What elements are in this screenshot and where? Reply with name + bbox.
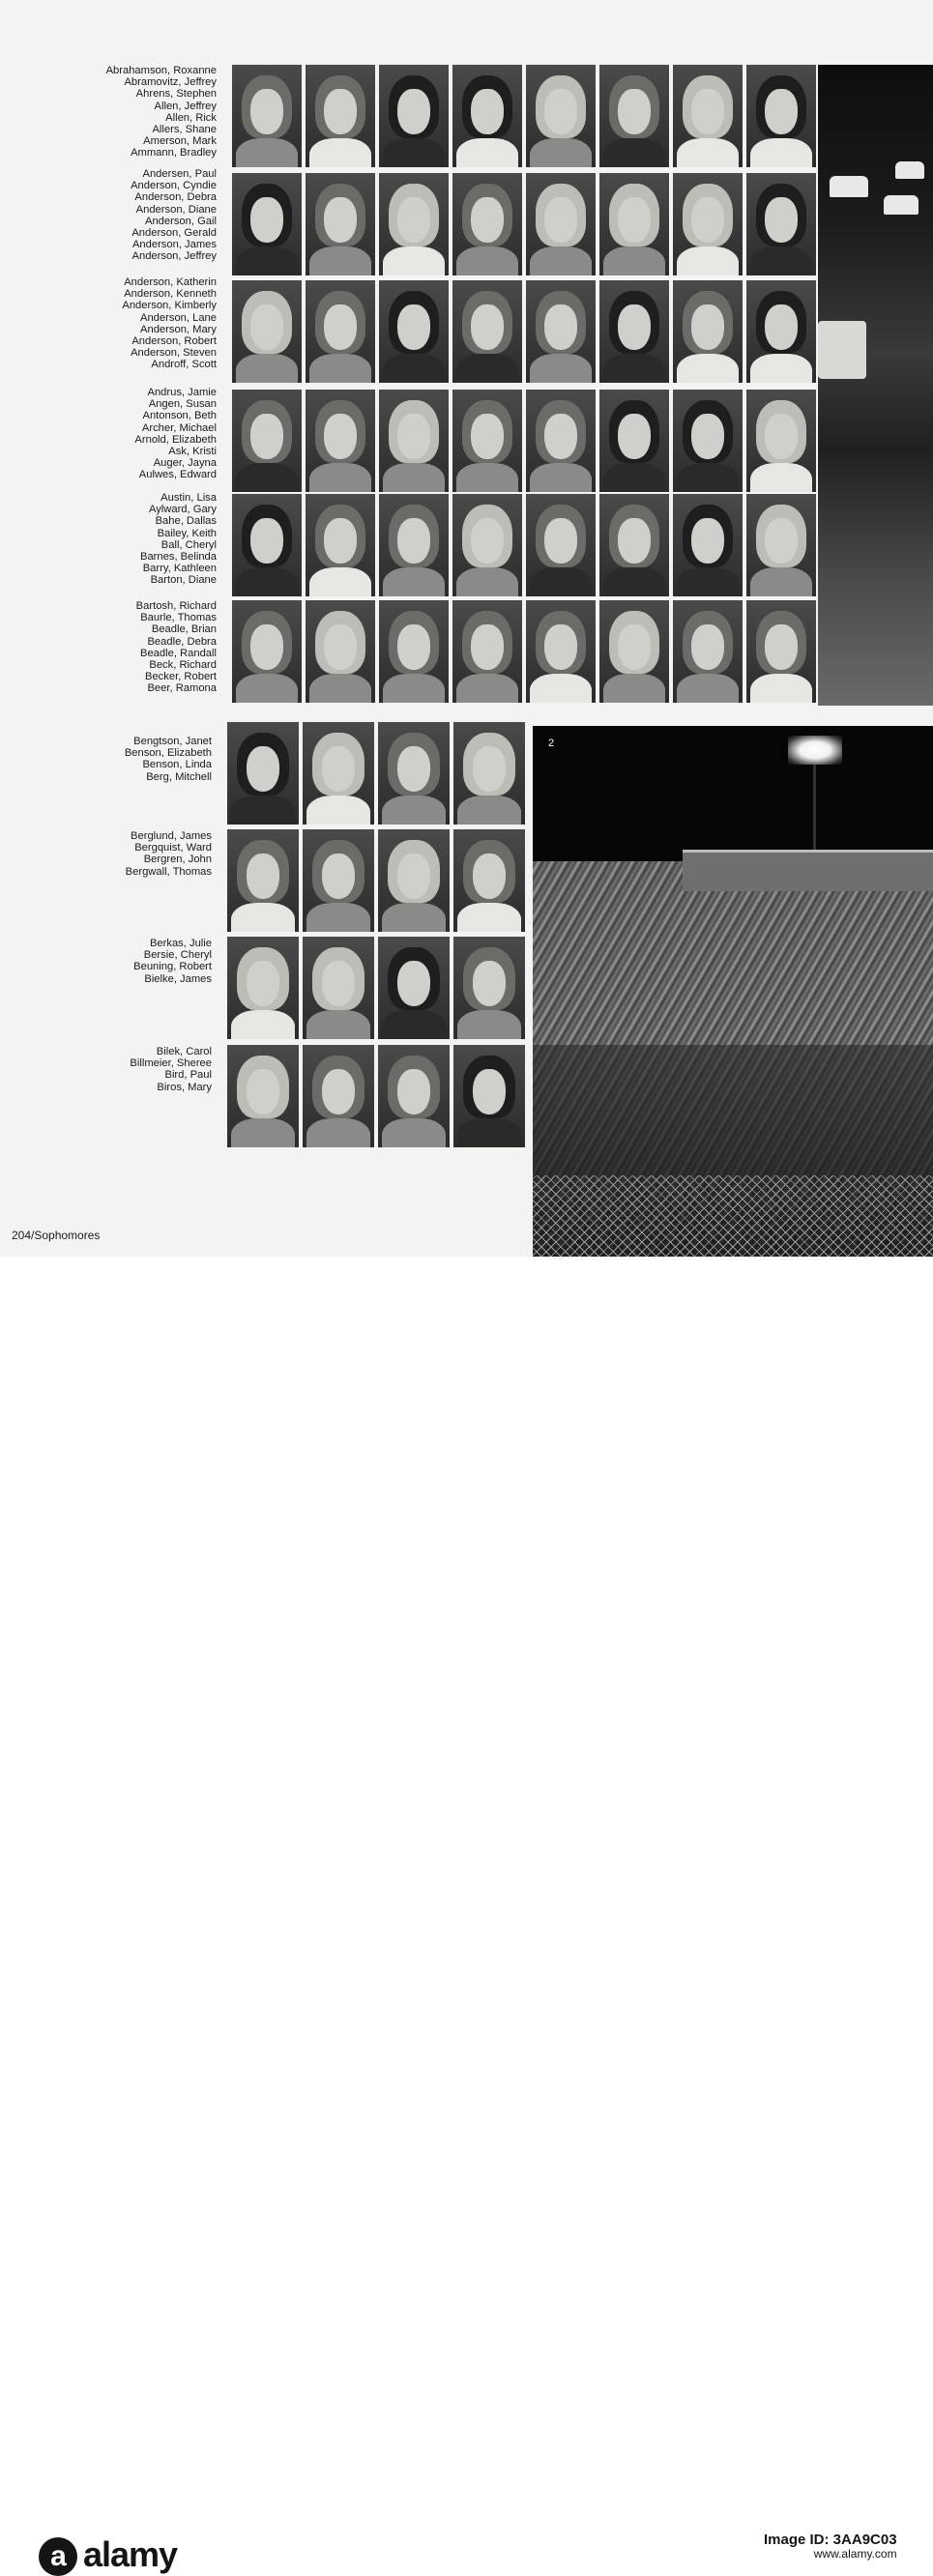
photo-number: 2 [548,738,555,749]
student-portrait [452,173,522,275]
student-portrait [232,494,302,596]
student-name: Allen, Rick [165,111,217,124]
student-name: Bengtson, Janet [133,736,212,747]
student-portrait [452,65,522,167]
student-portrait [746,173,816,275]
student-portrait [452,494,522,596]
student-portrait [303,1045,374,1147]
student-name: Auger, Jayna [153,457,217,470]
student-portrait [746,280,816,383]
student-name: Anderson, Cyndie [131,180,217,192]
student-name: Allers, Shane [152,124,217,136]
portrait-row-5 [232,494,816,596]
student-portrait [673,65,743,167]
student-name: Andrus, Jamie [147,387,217,398]
student-name: Androff, Scott [151,359,217,371]
student-portrait [673,280,743,383]
student-portrait [526,65,596,167]
student-name: Ahrens, Stephen [135,88,217,101]
student-portrait [379,600,449,703]
yearbook-page [0,0,933,1257]
student-name: Benson, Linda [142,759,212,771]
name-list-group-4 [9,387,217,481]
student-portrait [599,65,669,167]
student-name: Bergquist, Ward [134,842,212,854]
student-name: Barry, Kathleen [142,563,217,575]
student-name: Ask, Kristi [168,446,217,458]
student-portrait [453,1045,525,1147]
student-name: Baurle, Thomas [140,612,217,624]
student-name: Ammann, Bradley [131,147,217,159]
student-name: Beuning, Robert [133,961,212,973]
student-name: Bahe, Dallas [155,515,217,528]
student-portrait [232,173,302,275]
student-portrait [303,829,374,932]
page-footer: 204/Sophomores [12,1229,101,1242]
student-name: Beer, Ramona [147,682,217,695]
name-list-group-6 [9,600,217,695]
student-name: Anderson, Gail [144,215,217,227]
student-portrait [746,494,816,596]
student-portrait [232,280,302,383]
student-portrait [379,173,449,275]
student-portrait [452,280,522,383]
student-portrait [526,173,596,275]
student-portrait [378,1045,450,1147]
student-portrait [378,937,450,1039]
student-portrait [673,600,743,703]
portrait-row-10 [227,1045,525,1147]
student-portrait [306,390,375,492]
student-name: Antonson, Beth [142,410,217,422]
student-name: Anderson, Robert [131,335,217,348]
student-name: Berg, Mitchell [146,770,212,783]
portrait-row-9 [227,937,525,1039]
student-portrait [303,722,374,825]
watermark-bar [0,1257,933,2574]
watermark-info [764,2533,897,2562]
student-portrait [227,937,299,1039]
student-name: Beadle, Brian [151,623,217,636]
student-portrait [526,494,596,596]
alamy-logo-icon: a [39,2537,77,2576]
portrait-row-8 [227,829,525,932]
student-portrait [599,173,669,275]
student-name: Anderson, Gerald [131,227,217,240]
student-name: Anderson, Mary [140,323,217,335]
student-name: Beck, Richard [149,659,217,672]
student-name: Anderson, Debra [134,191,217,204]
student-name: Berglund, James [131,830,212,842]
student-name: Allen, Jeffrey [154,100,217,112]
student-portrait [526,600,596,703]
student-portrait [673,494,743,596]
student-name: Becker, Robert [145,671,217,683]
portrait-row-7 [227,722,525,825]
student-name: Beadle, Debra [147,635,217,648]
student-portrait [599,600,669,703]
student-portrait [227,829,299,932]
student-name: Ball, Cheryl [160,538,217,551]
student-name: Abramovitz, Jeffrey [124,76,217,89]
name-list-group-10 [4,1046,212,1093]
student-portrait [306,600,375,703]
site-url: www.alamy.com [813,2547,897,2561]
student-portrait [746,600,816,703]
student-portrait [227,1045,299,1147]
student-portrait [526,280,596,383]
student-portrait [306,173,375,275]
student-name: Austin, Lisa [160,492,217,504]
student-name: Berkas, Julie [149,938,212,949]
student-portrait [453,722,525,825]
name-list-group-2 [9,168,217,263]
student-portrait [453,937,525,1039]
student-name: Bartosh, Richard [135,600,217,612]
student-portrait [378,722,450,825]
student-portrait [378,829,450,932]
name-list-group-5 [9,492,217,587]
student-name: Anderson, James [131,239,217,251]
student-name: Arnold, Elizabeth [134,433,217,446]
image-id: Image ID: 3AA9C03 [764,2532,897,2548]
student-portrait [306,65,375,167]
student-portrait [673,390,743,492]
student-portrait [746,65,816,167]
student-name: Bilek, Carol [156,1046,212,1057]
name-list-group-9 [4,938,212,985]
student-portrait [599,494,669,596]
student-name: Bailey, Keith [157,527,217,539]
student-portrait [453,829,525,932]
student-name: Bergren, John [143,854,212,866]
student-portrait [379,280,449,383]
student-portrait [673,173,743,275]
student-portrait [379,390,449,492]
student-name: Barton, Diane [150,574,217,587]
alamy-logo: a alamy [39,2534,177,2576]
name-list-group-7 [4,736,212,783]
name-list-group-8 [4,830,212,878]
student-portrait [599,280,669,383]
student-name: Billmeier, Sheree [130,1057,212,1070]
student-name: Bird, Paul [164,1069,212,1082]
student-portrait [227,722,299,825]
student-portrait [306,280,375,383]
student-name: Anderson, Jeffrey [131,250,217,263]
student-name: Anderson, Kenneth [124,288,217,301]
student-portrait [232,600,302,703]
student-name: Bersie, Cheryl [143,949,212,962]
stadium-crowd-photo [533,726,933,1257]
portrait-row-1 [232,65,816,167]
student-name: Anderson, Katherin [124,276,217,288]
student-name: Abrahamson, Roxanne [105,65,217,76]
student-name: Andersen, Paul [142,168,217,180]
marching-band-photo [818,65,933,706]
student-portrait [599,390,669,492]
student-portrait [303,937,374,1039]
portrait-row-3 [232,280,816,383]
student-name: Bielke, James [144,972,212,985]
student-name: Anderson, Lane [140,311,217,324]
portrait-row-4 [232,390,816,492]
student-portrait [232,65,302,167]
student-portrait [379,65,449,167]
student-name: Beadle, Randall [140,647,217,659]
student-portrait [526,390,596,492]
student-name: Amerson, Mark [143,135,217,148]
student-portrait [379,494,449,596]
student-portrait [306,494,375,596]
name-list-group-1 [9,65,217,159]
student-name: Anderson, Steven [131,347,217,360]
student-name: Biros, Mary [157,1081,212,1093]
student-name: Aulwes, Edward [138,469,217,481]
student-name: Aylward, Gary [148,504,217,516]
name-list-group-3 [9,276,217,371]
portrait-row-2 [232,173,816,275]
portrait-row-6 [232,600,816,703]
student-name: Bergwall, Thomas [125,865,212,878]
student-portrait [452,390,522,492]
student-name: Angen, Susan [148,398,217,411]
student-name: Barnes, Belinda [140,551,217,564]
student-name: Benson, Elizabeth [124,747,212,760]
student-name: Anderson, Kimberly [122,300,217,312]
student-portrait [746,390,816,492]
student-portrait [452,600,522,703]
student-name: Anderson, Diane [135,203,217,216]
student-portrait [232,390,302,492]
student-name: Archer, Michael [141,421,217,434]
